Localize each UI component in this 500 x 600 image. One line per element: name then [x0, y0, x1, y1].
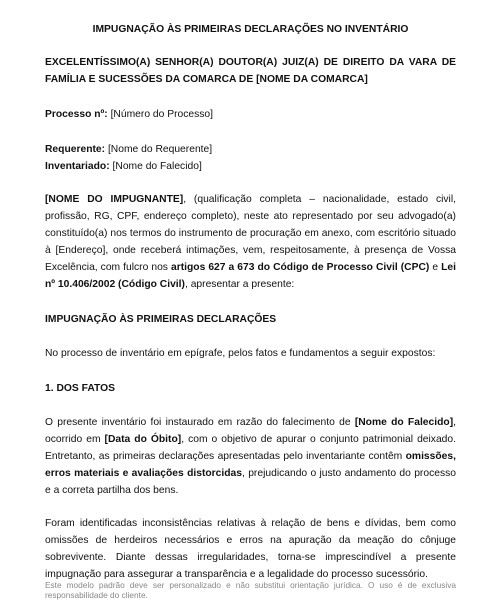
- intro-paragraph: [45, 191, 456, 293]
- inventariado-label: Inventariado:: [45, 161, 110, 172]
- facts-p1-text-3: , com o objetivo de apurar o conjunto patrimonial deixado. Entretanto, as primeiras declarações apresentadas pelo inventariante contêm: [45, 434, 457, 462]
- process-value: [Número do Processo]: [107, 109, 214, 120]
- process-label: Processo nº:: [45, 109, 108, 120]
- inventariado-line: [45, 158, 456, 175]
- omissions-emphasis: omissões, erros materiais e avaliações distorcidas: [45, 451, 456, 479]
- deceased-name: [Nome do Falecido]: [354, 417, 454, 428]
- facts-p1-text-1: O presente inventário foi instaurado em razão do falecimento de: [45, 417, 355, 428]
- civil-code-law: Lei nº 10.406/2002 (Código Civil): [45, 262, 457, 290]
- intro-text-3: , apresentar a presente:: [184, 279, 295, 290]
- process-number: [45, 106, 456, 123]
- footer-disclaimer: Este modelo padrão deve ser personalizado e não substitui orientação jurídica. O uso é de exclusiva responsabilidade do cliente.: [45, 580, 456, 600]
- impugnante-name: [NOME DO IMPUGNANTE]: [45, 194, 184, 205]
- facts-heading: 1. DOS FATOS: [45, 383, 115, 394]
- facts-p1-text-2: , ocorrido em: [45, 417, 457, 445]
- requerente-value: [Nome do Requerente]: [105, 144, 213, 155]
- requerente-label: Requerente:: [45, 144, 106, 155]
- lead-paragraph: No processo de inventário em epígrafe, pelos fatos e fundamentos a seguir expostos:: [45, 348, 436, 359]
- addressee: EXCELENTÍSSIMO(A) SENHOR(A) DOUTOR(A) JUIZ(A) DE DIREITO DA VARA DE FAMÍLIA E SUCESSÕES DA COMARCA DE [NOME DA COMARCA]: [45, 57, 456, 85]
- section-title: IMPUGNAÇÃO ÀS PRIMEIRAS DECLARAÇÕES: [45, 314, 277, 325]
- document-title: IMPUGNAÇÃO ÀS PRIMEIRAS DECLARAÇÕES NO INVENTÁRIO: [92, 24, 409, 35]
- requerente-line: [45, 141, 456, 158]
- facts-p1-text-4: , prejudicando o justo andamento do processo e a correta partilha dos bens.: [45, 468, 456, 496]
- death-date: [Data do Óbito]: [104, 434, 182, 445]
- intro-text-1: , (qualificação completa – nacionalidade, estado civil, profissão, RG, CPF, endereço completo), neste ato representado por seu advogado(a) constituído(a) nos termos do instrumento de procuração em anexo, com escritório situado à [Endereço], onde receberá intimações, vem, respeitosamente, à presença de Vossa Excelência, com fulcro nos: [45, 194, 456, 273]
- facts-paragraph-1: [45, 414, 456, 499]
- facts-paragraph-2: Foram identificadas inconsistências relativas à relação de bens e dívidas, bem como omissões de herdeiros necessários e erros na apuração da meação do cônjuge sobrevivente. Diante dessas irregularidades, torna-se imprescindível a presente impugnação para assegurar a transparência e a legalidade do processo sucessório.: [45, 518, 456, 580]
- inventariado-value: [Nome do Falecido]: [109, 161, 202, 172]
- cpc-articles: artigos 627 a 673 do Código de Processo Civil (CPC): [170, 262, 430, 273]
- intro-text-2: e: [429, 262, 442, 273]
